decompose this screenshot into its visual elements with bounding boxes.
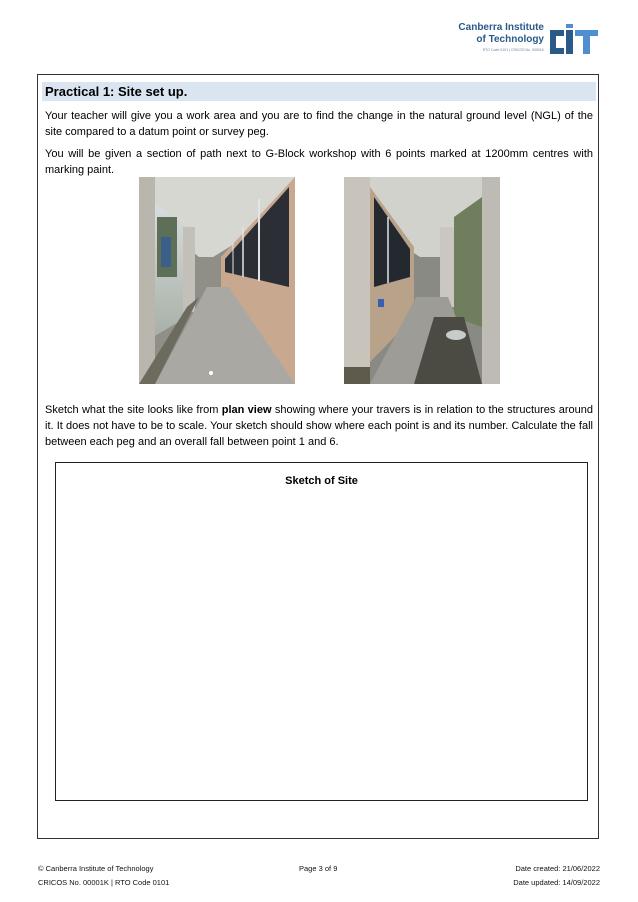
plan-view-emphasis: plan view (221, 404, 272, 416)
footer-date-created: Date created: 21/06/2022 (515, 864, 600, 873)
walkway-photo-2 (344, 177, 500, 384)
intro-paragraph: Your teacher will give you a work area and you are to find the change in the natural ground level (NGL) of the site compared to a datum point or survey peg. (45, 110, 593, 138)
footer-cricos: CRICOS No. 00001K | RTO Code 0101 (38, 878, 170, 887)
logo-line-2: of Technology (476, 34, 544, 45)
path-paragraph: You will be given a section of path next to G-Block workshop with 6 points marked at 1200mm centres with marking paint. (45, 148, 593, 176)
logo-small-text: RTO Code 0101 | CRICOS No. 00001K (482, 48, 544, 52)
section-heading: Practical 1: Site set up. (42, 82, 596, 101)
walkway-photo-1 (139, 177, 295, 384)
sketch-area[interactable] (55, 462, 588, 801)
footer-copyright: © Canberra Institute of Technology (38, 864, 154, 873)
cit-logo (458, 22, 600, 58)
footer-date-updated: Date updated: 14/09/2022 (513, 878, 600, 887)
sketch-title: Sketch of Site (285, 475, 358, 487)
instructions-text-end: showing where your travers is in relation to the structures around it. It does not have to be to scale. Your sketch should show where each point is and its number. Calculate the fall between each peg and an overall fall between point 1 and 6. (45, 404, 593, 448)
logo-text (458, 22, 544, 52)
sketch-instructions (45, 402, 593, 450)
instructions-text-start: Sketch what the site looks like from (45, 404, 222, 416)
footer-page-number: Page 3 of 9 (299, 864, 338, 873)
logo-line-1: Canberra Institute (458, 22, 544, 33)
cit-logo-mark-icon (548, 22, 600, 58)
